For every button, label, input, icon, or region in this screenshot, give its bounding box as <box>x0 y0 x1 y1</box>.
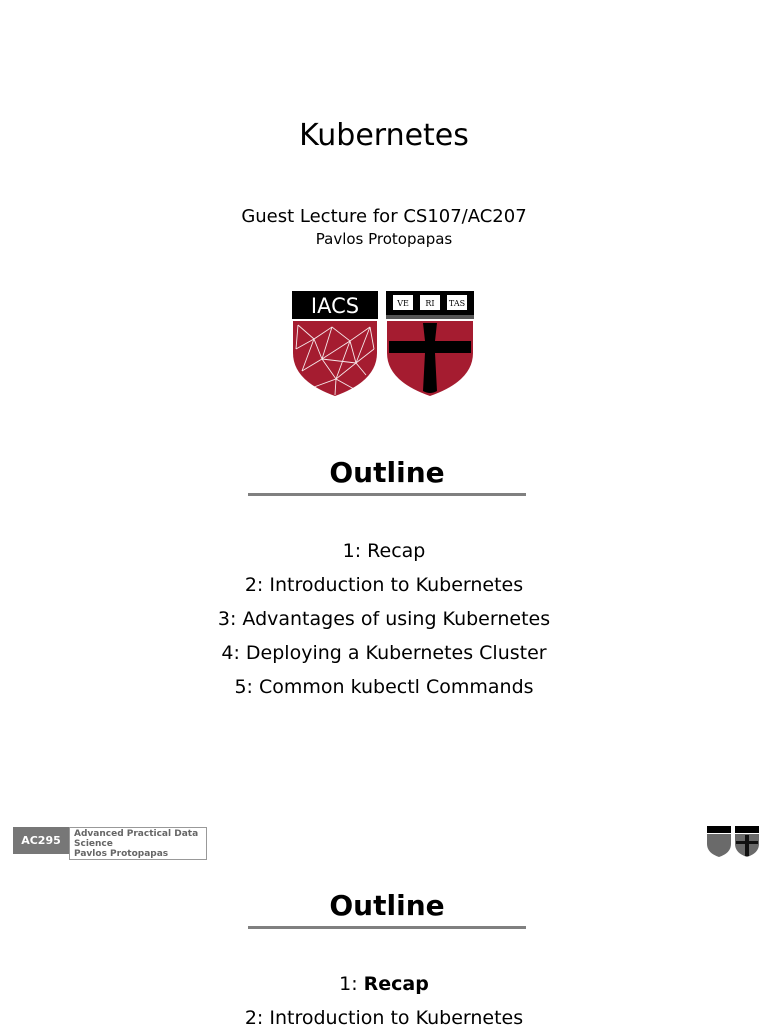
iacs-harvard-logos <box>292 291 476 397</box>
slide-title: Kubernetes <box>299 118 469 153</box>
list-item: 4: Deploying a Kubernetes Cluster <box>221 642 547 664</box>
list-item: 2: Introduction to Kubernetes <box>244 574 524 596</box>
slide-subtitle: Guest Lecture for CS107/AC207 <box>241 206 527 227</box>
item-prefix: 1: <box>339 973 364 995</box>
list-item-current <box>0 967 768 1001</box>
outline-heading-2: Outline <box>329 889 445 922</box>
slide-author: Pavlos Protopapas <box>315 230 453 248</box>
veritas-word-1: VE <box>397 299 409 308</box>
course-badge <box>13 827 207 863</box>
veritas-word-3: TAS <box>448 299 466 308</box>
veritas-word-2: RI <box>425 299 435 308</box>
course-instructor: Pavlos Protopapas <box>74 849 169 859</box>
iacs-logo-text: IACS <box>310 294 360 318</box>
heading-divider-2 <box>248 926 526 929</box>
outline-heading: Outline <box>329 456 445 489</box>
course-code: AC295 <box>13 827 69 854</box>
course-name-line2: Science <box>74 839 113 849</box>
heading-divider <box>248 493 526 496</box>
course-name-line1: Advanced Practical Data <box>74 829 199 839</box>
shield-logos-icon <box>292 291 476 397</box>
list-item: 5: Common kubectl Commands <box>234 676 534 698</box>
list-item: 2: Introduction to Kubernetes <box>244 1007 524 1029</box>
item-highlight: Recap <box>363 973 429 995</box>
list-item: 1: Recap <box>342 540 426 562</box>
list-item: 3: Advantages of using Kubernetes <box>217 608 551 630</box>
footer-logos <box>706 826 760 858</box>
footer-shields-icon <box>706 826 760 858</box>
course-description <box>69 827 207 860</box>
outline-list <box>0 534 768 704</box>
outline-list-2 <box>0 967 768 1035</box>
